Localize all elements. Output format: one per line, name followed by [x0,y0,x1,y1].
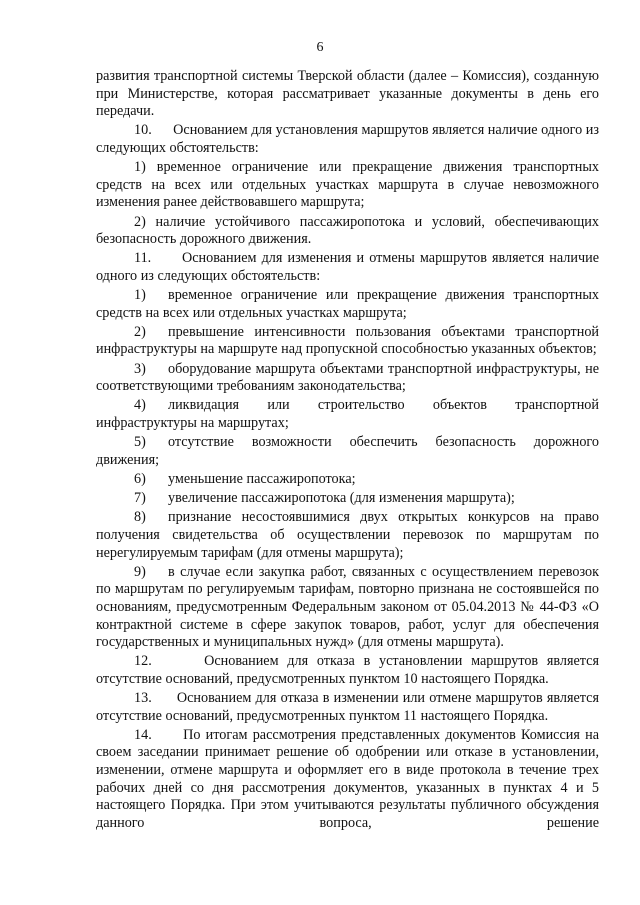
list-item-number: 5) [134,434,146,451]
list-item-number: 3) [134,360,146,377]
paragraph-text: увеличение пассажиропотока (для изменения маршрута); [168,490,515,507]
list-item-number: 4) [134,397,146,414]
paragraph-text: 14. По итогам рассмотрения представленных документов Комиссия на своем заседании принимает решение об одобрении или отказе в установлении, изменении, отмене маршрута и оформляет его в виде протокола в течение трех рабочих дней со дня рассмотрения документов, указанных в пунктах 4 и 5 настоящего Порядка. При этом учитываются результаты публичного обсуждения данного вопроса, решение [96,726,599,831]
list-item [96,564,599,652]
paragraph [96,727,599,833]
paragraph-text: 10. Основанием для установления маршрутов является наличие одного из следующих обстоятельств: [96,122,599,156]
paragraph-text: 13. Основанием для отказа в изменении или отмене маршрутов является отсутствие оснований, предусмотренных пунктом 11 настоящего Порядка. [96,690,599,724]
list-item-number: 1) [134,287,146,304]
paragraph-text: оборудование маршрута объектами транспортной инфраструктуры, не соответствующими требованиям законодательства; [96,360,599,395]
paragraph-text: 12. Основанием для отказа в установлении маршрутов является отсутствие оснований, предусмотренных пунктом 10 настоящего Порядка. [96,653,599,687]
list-item-number: 9) [134,563,146,580]
paragraph-text: 2) наличие устойчивого пассажиропотока и условий, обеспечивающих безопасность дорожного движения. [96,213,599,248]
list-item-number: 8) [134,509,146,526]
paragraph-text: уменьшение пассажиропотока; [168,471,356,487]
paragraph [96,653,599,688]
list-item [96,490,599,508]
page-number: 6 [316,40,324,55]
paragraph-text: отсутствие возможности обеспечить безопасность дорожного движения; [96,434,599,468]
list-item [96,324,599,359]
paragraph-text: в случае если закупка работ, связанных с осуществлением перевозок по маршрутам по регулируемым тарифам, повторно признана не состоявшейся по основаниям, предусмотренным Федеральным законом от 05.04.2013 № 44-ФЗ «О контрактной системе в сфере закупок товаров, работ, услуг для обеспечения государственных и муниципальных нужд» (для отмены маршрута). [96,563,599,651]
list-item [96,509,599,562]
list-item [96,397,599,432]
paragraph-text: 11. Основанием для изменения и отмены маршрутов является наличие одного из следующих обстоятельств: [96,250,599,284]
paragraph [96,690,599,725]
list-item-number: 2) [134,323,146,340]
list-item-number: 6) [134,471,146,487]
list-item [96,361,599,396]
paragraph [96,250,599,285]
paragraph [96,122,599,157]
paragraph-text: ликвидация или строительство объектов транспортной инфраструктуры на маршрутах; [96,397,599,432]
list-item [96,434,599,469]
paragraph-text: 1) временное ограничение или прекращение движения транспортных средств на всех или отдельных участках маршрута в случае невозможного изменения ранее действовавшего маршрута; [96,159,599,211]
paragraph-text: превышение интенсивности пользования объектами транспортной инфраструктуры на маршруте над пропускной способностью указанных объектов; [96,323,599,358]
list-item-number: 7) [134,490,146,507]
list-item [96,471,599,489]
paragraph-text: развития транспортной системы Тверской области (далее – Комиссия), созданную при Министерстве, которая рассматривает указанные документы в день его передачи. [96,68,599,120]
paragraph [96,214,599,249]
paragraph [96,159,599,212]
paragraph [96,68,599,121]
list-item [96,287,599,322]
paragraph-text: временное ограничение или прекращение движения транспортных средств на всех или отдельных участках маршрута; [96,287,599,321]
document-body [96,68,599,834]
paragraph-text: признание несостоявшимися двух открытых конкурсов на право получения свидетельства об осуществлении перевозок по маршрутам по нерегулируемым тарифам (для отмены маршрута); [96,509,599,561]
